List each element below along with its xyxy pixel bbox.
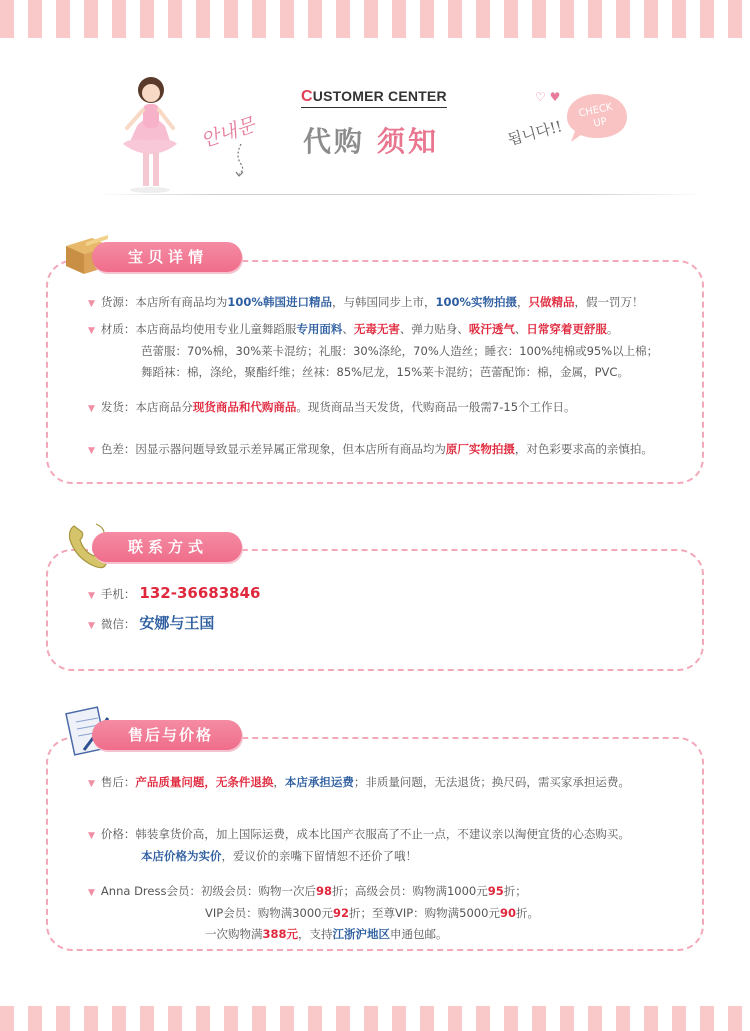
- section-header-contact: 联系方式: [92, 532, 242, 562]
- section-header-product-details: 宝贝详情: [92, 242, 242, 272]
- bubble-text-up: UP: [592, 116, 608, 130]
- aftersale-line: ▼ 售后：产品质量问题，无条件退换，本店承担运费；非质量问题，无法退货；换尺码，需买家承担运费。: [88, 775, 630, 789]
- customer-center-title: CUSTOMER CENTER: [301, 88, 447, 108]
- material-detail-line-1: 芭蕾服：70%棉，30%莱卡混纺；礼服：30%涤纶，70%人造丝；睡衣：100%纯棉或95%以上棉；: [141, 344, 659, 358]
- header-banner: [95, 60, 705, 195]
- bubble-text-check: CHECK: [577, 101, 614, 120]
- wechat-id[interactable]: 安娜与王国: [139, 614, 215, 632]
- header-divider: [95, 194, 705, 195]
- source-line: ▼ 货源：本店所有商品均为100%韩国进口精品，与韩国同步上市，100%实物拍摄，只做精品，假一罚万！: [88, 295, 644, 309]
- wechat-line: ▼ 微信： 安娜与王国: [88, 614, 215, 632]
- phone-number[interactable]: 132-36683846: [139, 584, 261, 602]
- shipping-line: ▼ 发货：本店商品分现货商品和代购商品。现货商品当天发货，代购商品一般需7-15个工作日。: [88, 400, 576, 414]
- check-up-bubble: [565, 90, 629, 144]
- member-line-3: 一次购物满388元，支持江浙沪地区申通包邮。: [205, 927, 448, 941]
- color-diff-line: ▼ 色差：因显示器问题导致显示差异属正常现象，但本店所有商品均为原厂实物拍摄，对色彩要求高的亲慎拍。: [88, 442, 653, 456]
- ballerina-girl-image: [115, 68, 185, 193]
- hearts-icon: ♡ ♥: [535, 90, 561, 104]
- page-title: 代购 须知: [303, 125, 440, 158]
- dotted-arrow-icon: [233, 142, 249, 178]
- section-header-aftersale-price: 售后与价格: [92, 720, 242, 750]
- phone-line: ▼ 手机： 132-36683846: [88, 584, 261, 602]
- contact-section: [46, 549, 704, 671]
- price-note-line: 本店价格为实价，爱议价的亲嘴下留情恕不还价了哦！: [141, 849, 417, 863]
- material-detail-line-2: 舞蹈袜：棉，涤纶，聚酯纤维；丝袜：85%尼龙，15%莱卡混纺；芭蕾配饰：棉，金属，PVC。: [141, 365, 629, 379]
- price-line: ▼ 价格：韩装拿货价高，加上国际运费，成本比国产衣服高了不止一点，不建议亲以淘便宜货的心态购买。: [88, 827, 630, 841]
- member-line-1: ▼ Anna Dress会员：初级会员：购物一次后98折；高级会员：购物满1000元95折；: [88, 884, 527, 898]
- top-stripe-border: [0, 0, 750, 38]
- member-line-2: VIP会员：购物满3000元92折；至尊VIP：购物满5000元90折。: [205, 906, 539, 920]
- bottom-stripe-border: [0, 1006, 750, 1031]
- hangul-done-text: 됩니다!!: [505, 117, 565, 149]
- material-line: ▼ 材质：本店商品均使用专业儿童舞蹈服专用面料、无毒无害、弹力贴身、吸汗透气、日常穿着更舒服。: [88, 322, 619, 336]
- hangul-notice-text: 안내문: [198, 113, 258, 152]
